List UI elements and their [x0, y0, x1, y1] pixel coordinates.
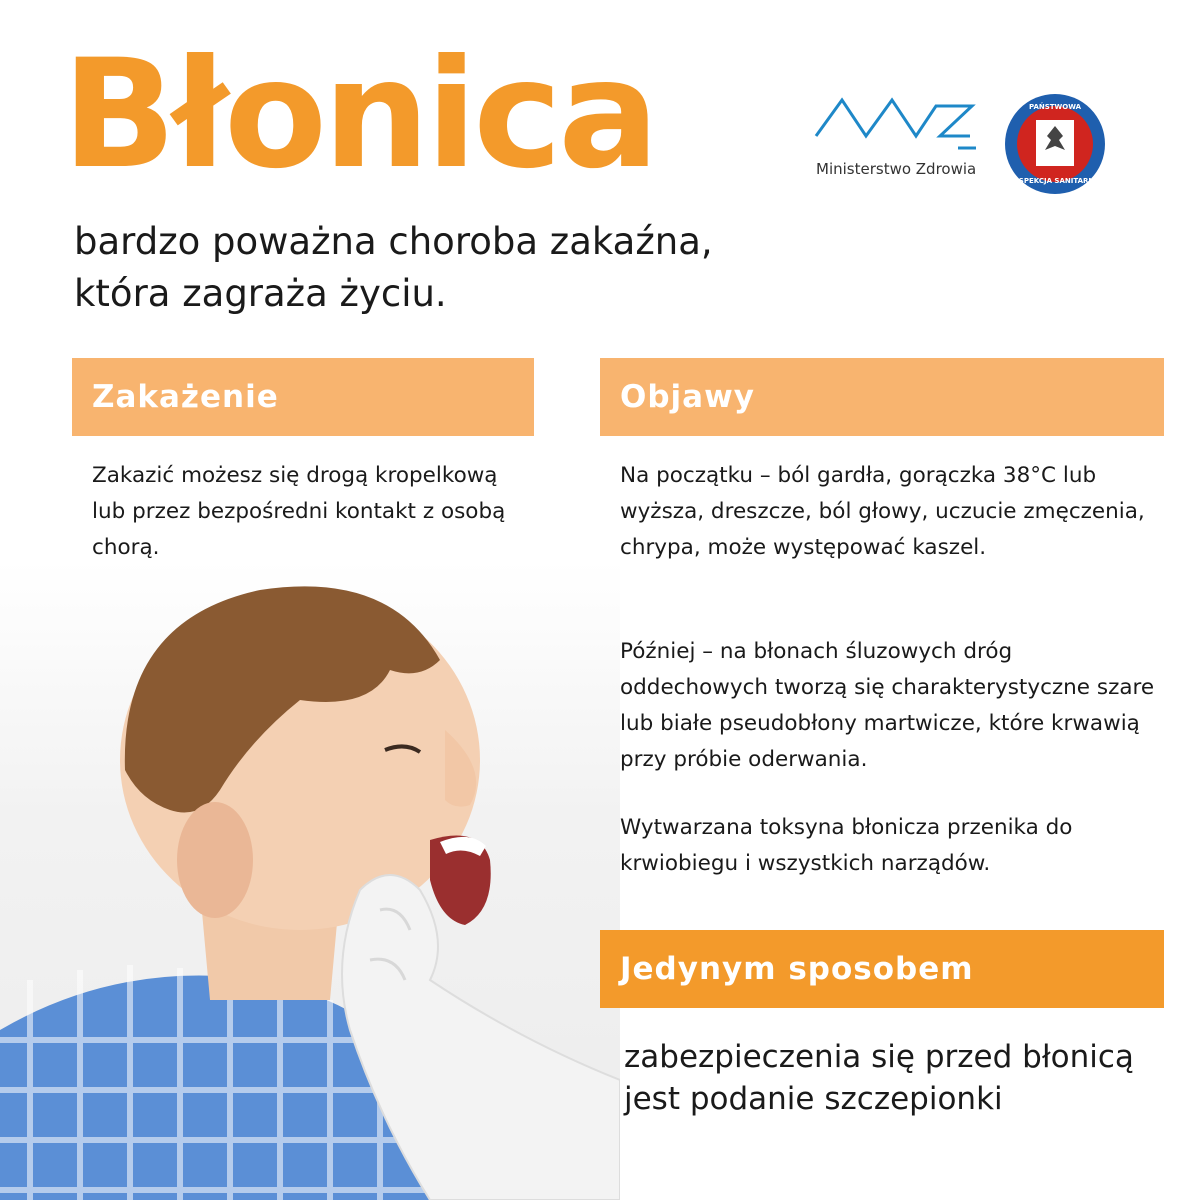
page-subtitle: bardzo poważna choroba zakaźna, która zagraża życiu.: [74, 220, 713, 315]
symptoms-heading-band: [600, 358, 1164, 436]
infection-heading-band: [72, 358, 534, 436]
sanitary-inspection-seal: [1003, 92, 1107, 196]
ministry-of-health-logo: [812, 96, 982, 186]
page-title: Błonica: [62, 28, 656, 202]
mz-mark-icon: [812, 96, 982, 156]
seal-top-text: PAŃSTWOWA: [1028, 103, 1082, 111]
symptoms-heading: Objawy: [620, 379, 755, 415]
prevention-text: zabezpieczenia się przed błonicą jest podanie szczepionki: [624, 1039, 1134, 1117]
seal-bottom-text: INSPEKCJA SANITARNA: [1010, 177, 1100, 185]
symptoms-paragraph-early: Na początku – ból gardła, gorączka 38°C lub wyższa, dreszcze, ból głowy, uczucie zmęczenia, chrypa, może występować kaszel.: [620, 463, 1145, 560]
ministry-name: Ministerstwo Zdrowia: [816, 160, 977, 178]
infection-heading: Zakażenie: [92, 379, 279, 415]
symptoms-paragraph-toxin: Wytwarzana toksyna błonicza przenika do krwiobiegu i wszystkich narządów.: [620, 815, 1073, 876]
symptoms-paragraph-later: Później – na błonach śluzowych dróg oddechowych tworzą się charakterystyczne szare lub białe pseudobłony martwicze, które krwawią przy próbie oderwania.: [620, 639, 1155, 772]
infection-text: Zakazić możesz się drogą kropelkową lub przez bezpośredni kontakt z osobą chorą.: [92, 463, 506, 560]
photo-child-throat-exam: [0, 560, 620, 1200]
prevention-heading-band: [600, 930, 1164, 1008]
prevention-heading: Jedynym sposobem: [620, 951, 974, 987]
